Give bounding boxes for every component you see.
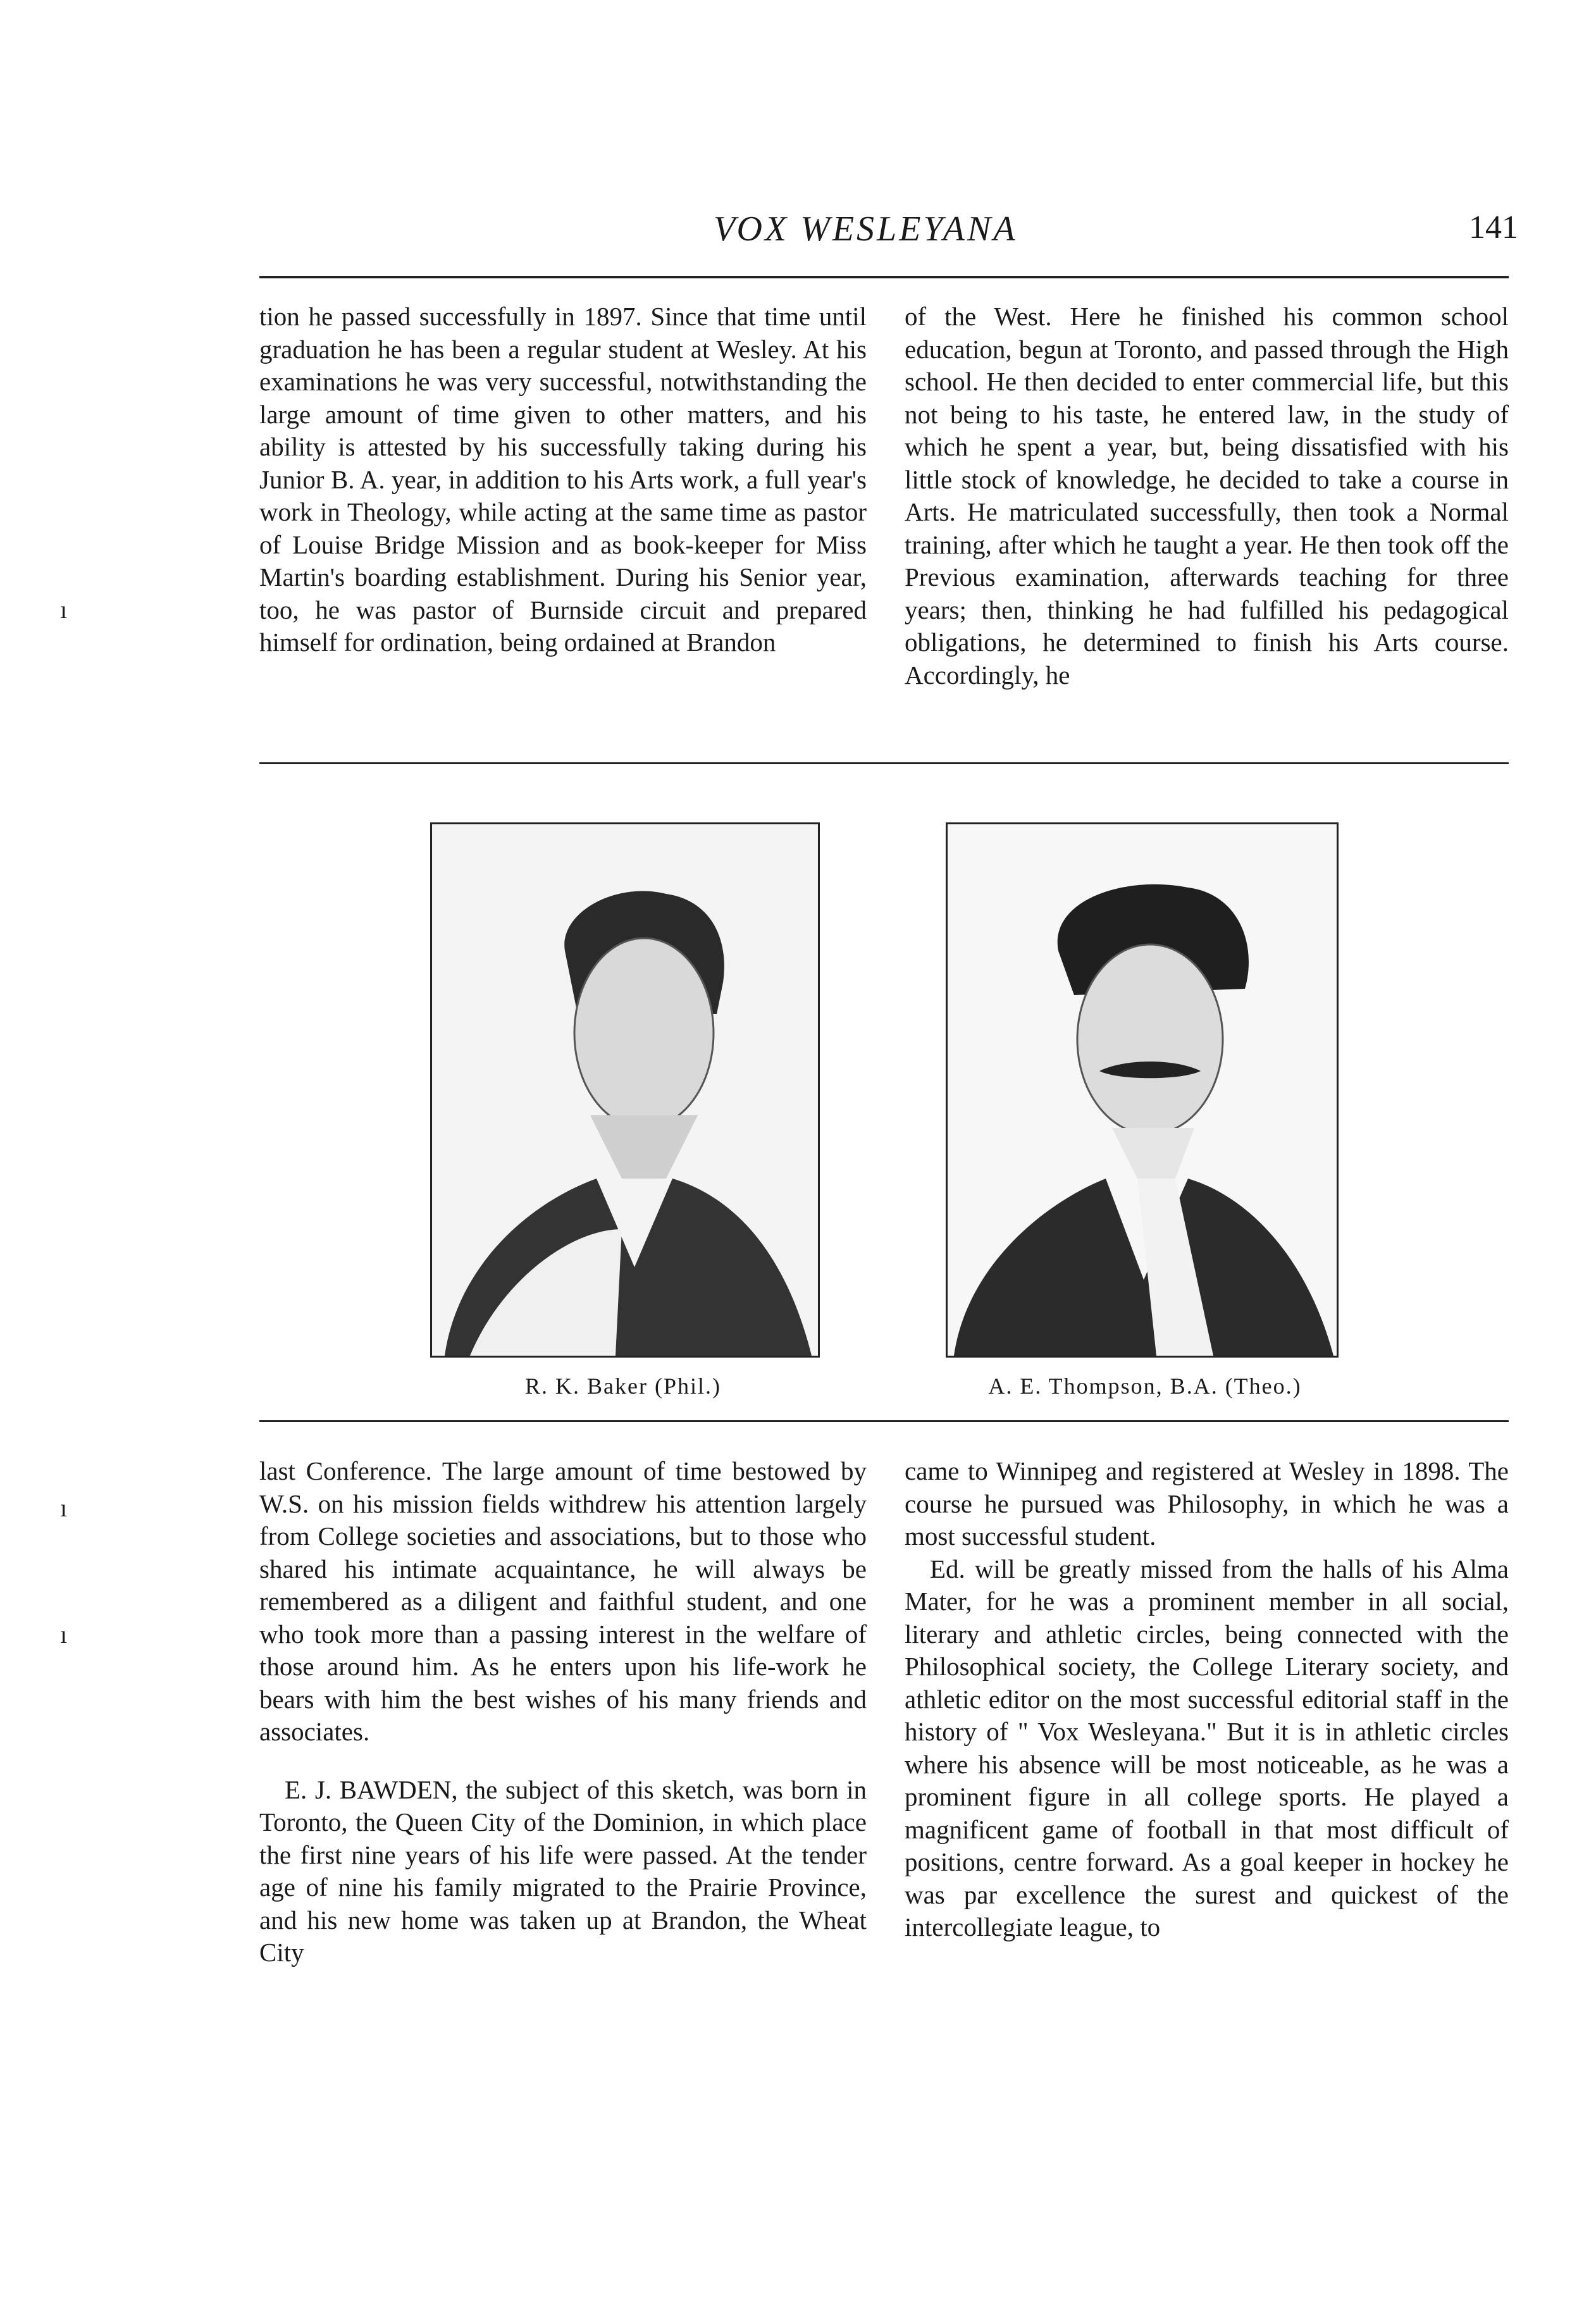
bottom-right-column <box>905 1455 1509 1944</box>
portrait-photo-thompson <box>946 822 1339 1358</box>
bottom-right-paragraph-1: came to Winnipeg and registered at Wesley in 1898. The course he pursued was Philosophy, in which he was a most successful student. <box>905 1456 1509 1551</box>
margin-mark: ı <box>60 595 68 624</box>
section-rule-lower <box>259 1420 1509 1422</box>
top-left-text: tion he passed successfully in 1897. Since that time until graduation he has been a regular student at Wesley. At his examinations he was very successful, notwithstanding the large amount of time given to other matters, and his ability is attested by his successfully taking during his Junior B. A. year, in addition to his Arts work, a full year's work in Theology, while acting at the same time as pastor of Louise Bridge Mission and as book-keeper for Miss Martin's boarding establishment. During his Senior year, too, he was pastor of Burnside circuit and prepared himself for ordination, being ordained at Brandon <box>259 302 867 657</box>
top-right-column <box>905 300 1509 691</box>
photo-caption-thompson: A. E. Thompson, B.A. (Theo.) <box>988 1373 1302 1399</box>
portrait-photo-baker <box>430 822 820 1358</box>
margin-mark: ı <box>60 1620 68 1649</box>
page-number: 141 <box>1469 209 1518 245</box>
margin-mark: ı <box>60 1494 68 1522</box>
top-left-column <box>259 300 867 659</box>
bottom-left-paragraph-1: last Conference. The large amount of time bestowed by W.S. on his mission fields withdrew his attention largely from College societies and associations, but to those who shared his intimate acquaintance, he will always be remembered as a diligent and faithful student, and one who took more than a passing interest in the welfare of those around him. As he enters upon his life-work he bears with him the best wishes of his many friends and associates. <box>259 1456 867 1746</box>
top-right-text: of the West. Here he finished his common school education, begun at Toronto, and passed through the High school. He then decided to enter commercial life, but this not being to his taste, he entered law, in the study of which he spent a year, but, being dissatisfied with his little stock of knowledge, he decided to take a course in Arts. He matriculated successfully, then took a Normal training, after which he taught a year. He then took off the Previous examination, afterwards teaching for three years; then, thinking he had fulfilled his pedagogical obligations, he determined to finish his Arts course. Accordingly, he <box>905 302 1509 690</box>
header-rule <box>259 276 1509 278</box>
running-header <box>259 209 1518 266</box>
photo-caption-baker: R. K. Baker (Phil.) <box>525 1373 721 1399</box>
bottom-right-paragraph-2: Ed. will be greatly missed from the halls of his Alma Mater, for he was a prominent member in all social, literary and athletic circles, being connected with the Philosophical society, the College Literary society, and athletic editor on the most successful editorial staff in the history of " Vox Wesleyana." But it is in athletic circles where his absence will be most noticeable, as he was a prominent figure in all college sports. He played a magnificent game of football in that most difficult of positions, centre forward. As a goal keeper in hockey he was par excellence the surest and quickest of the intercollegiate league, to <box>905 1554 1509 1941</box>
section-rule-upper <box>259 762 1509 764</box>
bottom-left-paragraph-2: E. J. BAWDEN, the subject of this sketch, was born in Toronto, the Queen City of the Dominion, in which place the first nine years of his life were passed. At the tender age of nine his family migrated to the Prairie Province, and his new home was taken up at Brandon, the Wheat City <box>259 1774 867 1967</box>
bottom-left-column <box>259 1455 867 1969</box>
journal-title: VOX WESLEYANA <box>714 209 1018 249</box>
